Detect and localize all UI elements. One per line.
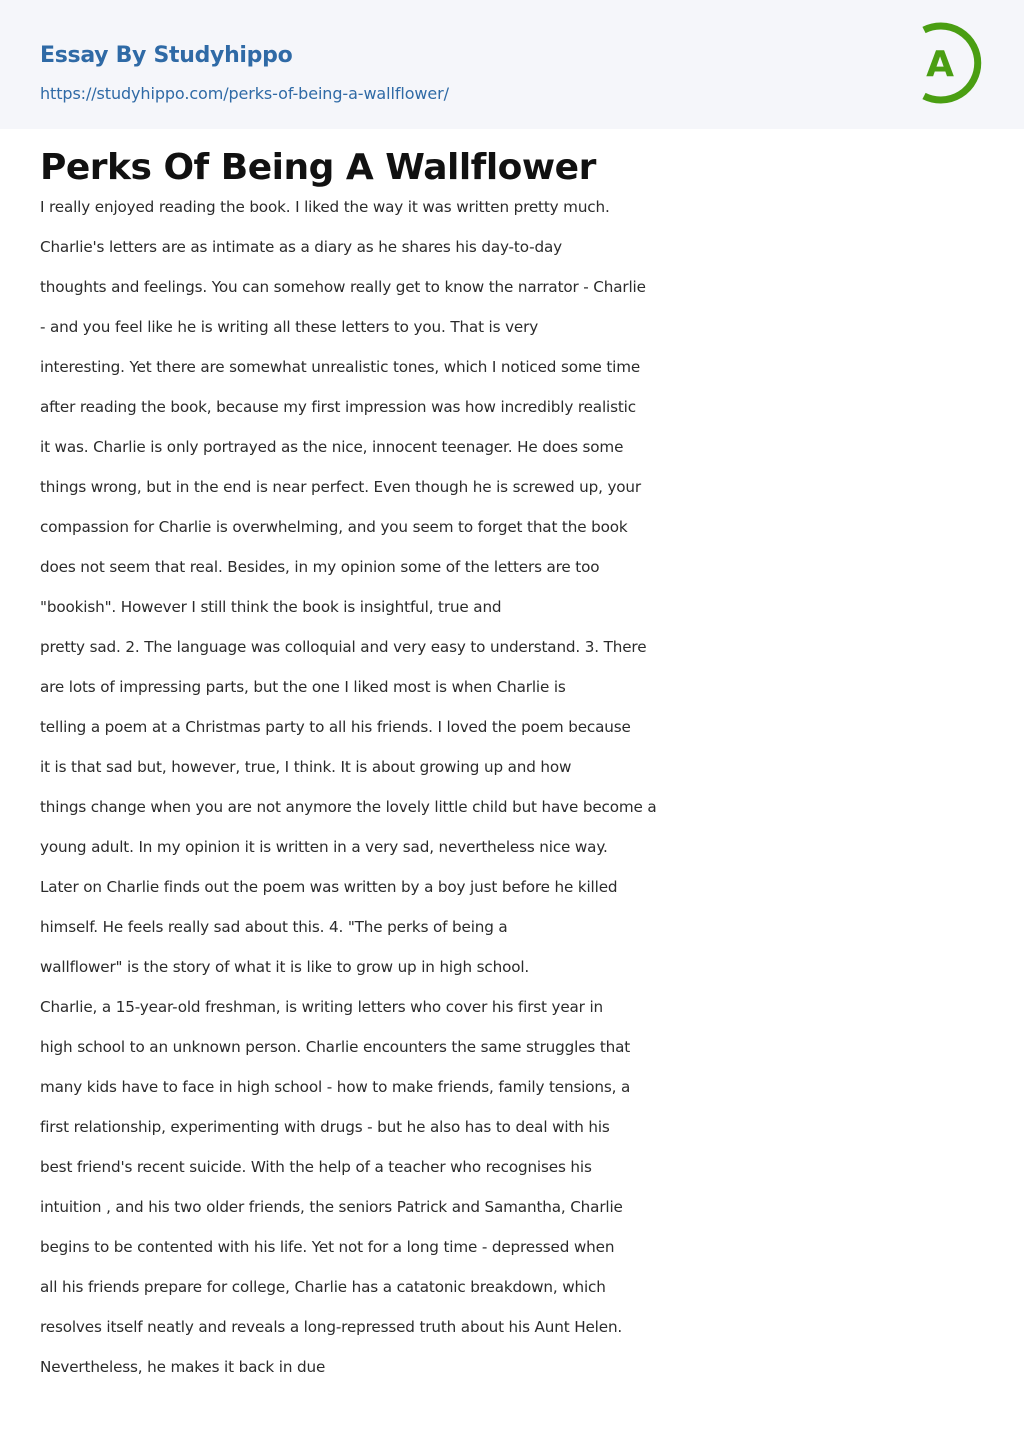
essay-text-line: - and you feel like he is writing all these letters to you. That is very	[40, 318, 539, 336]
essay-text-line: Later on Charlie finds out the poem was written by a boy just before he killed	[40, 878, 618, 896]
essay-text-line: resolves itself neatly and reveals a long-repressed truth about his Aunt Helen.	[40, 1318, 623, 1336]
essay-text-line: it is that sad but, however, true, I think. It is about growing up and how	[40, 758, 572, 776]
essay-text-line: best friend's recent suicide. With the help of a teacher who recognises his	[40, 1158, 592, 1176]
essay-text-line: Nevertheless, he makes it back in due	[40, 1358, 326, 1376]
essay-text-line: high school to an unknown person. Charlie encounters the same struggles that	[40, 1038, 631, 1056]
site-header	[0, 0, 1024, 129]
essay-text-line: first relationship, experimenting with drugs - but he also has to deal with his	[40, 1118, 610, 1136]
essay-text-line: things wrong, but in the end is near perfect. Even though he is screwed up, your	[40, 478, 642, 496]
essay-text-line: all his friends prepare for college, Charlie has a catatonic breakdown, which	[40, 1278, 606, 1296]
essay-text-line: many kids have to face in high school - how to make friends, family tensions, a	[40, 1078, 631, 1096]
source-url-link[interactable]: https://studyhippo.com/perks-of-being-a-wallflower/	[40, 84, 449, 103]
logo-letter: A	[926, 44, 954, 85]
essay-body	[40, 196, 740, 1396]
essay-text-line: after reading the book, because my first impression was how incredibly realistic	[40, 398, 636, 416]
studyhippo-logo-icon[interactable]	[912, 20, 986, 106]
brand-name[interactable]: Essay By Studyhippo	[40, 43, 293, 68]
essay-text-line: compassion for Charlie is overwhelming, and you seem to forget that the book	[40, 518, 628, 536]
essay-text-line: thoughts and feelings. You can somehow really get to know the narrator - Charlie	[40, 278, 646, 296]
essay-text-line: Charlie's letters are as intimate as a diary as he shares his day-to-day	[40, 238, 562, 256]
essay-text-line: pretty sad. 2. The language was colloquial and very easy to understand. 3. There	[40, 638, 647, 656]
essay-text-line: are lots of impressing parts, but the one I liked most is when Charlie is	[40, 678, 566, 696]
essay-text-line: "bookish". However I still think the book is insightful, true and	[40, 598, 502, 616]
essay-text-line: begins to be contented with his life. Yet not for a long time - depressed when	[40, 1238, 615, 1256]
essay-text-line: himself. He feels really sad about this. 4. "The perks of being a	[40, 918, 508, 936]
essay-text-line: it was. Charlie is only portrayed as the nice, innocent teenager. He does some	[40, 438, 624, 456]
essay-text-line: wallflower" is the story of what it is like to grow up in high school.	[40, 958, 530, 976]
essay-text-line: intuition , and his two older friends, the seniors Patrick and Samantha, Charlie	[40, 1198, 623, 1216]
essay-text-line: I really enjoyed reading the book. I liked the way it was written pretty much.	[40, 198, 610, 216]
essay-text-line: Charlie, a 15-year-old freshman, is writing letters who cover his first year in	[40, 998, 603, 1016]
essay-text-line: interesting. Yet there are somewhat unrealistic tones, which I noticed some time	[40, 358, 641, 376]
essay-text-line: young adult. In my opinion it is written in a very sad, nevertheless nice way.	[40, 838, 608, 856]
essay-text-line: things change when you are not anymore the lovely little child but have become a	[40, 798, 657, 816]
essay-title: Perks Of Being A Wallflower	[40, 147, 596, 188]
essay-text-line: does not seem that real. Besides, in my opinion some of the letters are too	[40, 558, 600, 576]
essay-text-line: telling a poem at a Christmas party to all his friends. I loved the poem because	[40, 718, 631, 736]
